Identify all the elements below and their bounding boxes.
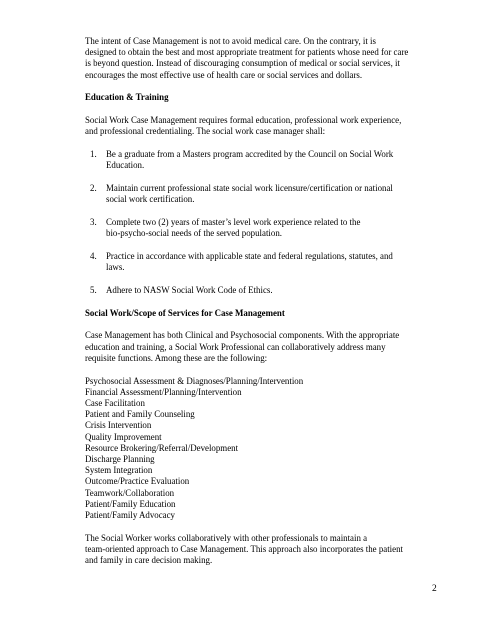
function-item: System Integration: [85, 465, 153, 476]
list-item: [85, 149, 425, 171]
scope-intro-paragraph: [85, 330, 425, 364]
scope-heading: Social Work/Scope of Services for Case Management: [85, 307, 285, 318]
education-heading: Education & Training: [85, 92, 169, 103]
education-intro-paragraph: [85, 115, 425, 137]
text-line: Complete two (2) years of master’s level work experience related to the: [106, 216, 361, 227]
text-line: laws.: [106, 261, 125, 272]
list-item-text: [106, 149, 393, 171]
function-item: Discharge Planning: [85, 453, 155, 464]
text-line: education and training, a Social Work Professional can collaboratively address many: [85, 341, 386, 352]
list-number: 5.: [90, 284, 97, 295]
text-line: Social Work Case Management requires formal education, professional work experience,: [85, 115, 402, 126]
function-item: Patient/Family Advocacy: [85, 510, 175, 520]
text-line: The intent of Case Management is not to avoid medical care. On the contrary, it is: [85, 36, 376, 46]
text-line: is beyond question. Instead of discouraging consumption of medical or social services, it: [85, 58, 400, 69]
page-number: 2: [432, 584, 437, 594]
list-item: [85, 183, 425, 205]
function-item: Psychosocial Assessment & Diagnoses/Planning/Intervention: [85, 375, 304, 386]
function-item: Resource Brokering/Referral/Development: [85, 442, 239, 453]
text-line: Practice in accordance with applicable state and federal regulations, statutes, and: [106, 250, 393, 261]
list-number: 3.: [90, 216, 97, 227]
text-line: Maintain current professional state social work licensure/certification or national: [106, 182, 393, 193]
text-line: and family in care decision making.: [85, 555, 213, 566]
list-item-text: [106, 183, 393, 205]
text-line: requisite functions. Among these are the following:: [85, 352, 268, 363]
text-line: designed to obtain the best and most appropriate treatment for patients whose need for care: [85, 47, 409, 58]
list-number: 2.: [90, 182, 97, 193]
intro-paragraph: [85, 36, 425, 81]
function-item: Patient and Family Counseling: [85, 409, 195, 420]
function-item: Outcome/Practice Evaluation: [85, 476, 190, 487]
text-line: encourages the most effective use of health care or social services and dollars.: [85, 69, 363, 80]
text-line: and professional credentialing. The social work case manager shall:: [85, 126, 326, 137]
list-item: [85, 251, 425, 273]
text-line: Education.: [106, 160, 145, 171]
functions-list: [85, 376, 425, 522]
function-item: Crisis Intervention: [85, 420, 152, 431]
list-item: [85, 285, 425, 296]
text-line: The Social Worker works collaboratively with other professionals to maintain a: [85, 532, 368, 543]
list-item-text: [106, 285, 273, 296]
text-line: bio-psycho-social needs of the served population.: [106, 227, 282, 238]
function-item: Financial Assessment/Planning/Intervention: [85, 386, 242, 397]
function-item: Quality Improvement: [85, 431, 162, 442]
function-item: Case Facilitation: [85, 397, 145, 408]
list-item-text: [106, 217, 360, 239]
text-line: team-oriented approach to Case Management. This approach also incorporates the patient: [85, 543, 403, 554]
function-item: Teamwork/Collaboration: [85, 487, 175, 498]
list-item-text: [106, 251, 393, 273]
list-number: 4.: [90, 250, 97, 261]
text-line: Case Management has both Clinical and Psychosocial components. With the appropriate: [85, 330, 400, 341]
list-item: [85, 217, 425, 239]
closing-paragraph: [85, 533, 425, 567]
text-line: Adhere to NASW Social Work Code of Ethics.: [106, 284, 273, 295]
text-line: social work certification.: [106, 194, 195, 205]
text-line: Be a graduate from a Masters program accredited by the Council on Social Work: [106, 148, 394, 159]
list-number: 1.: [90, 148, 97, 159]
function-item: Patient/Family Education: [85, 498, 176, 509]
requirements-list: [85, 149, 425, 296]
document-page: [85, 36, 425, 578]
